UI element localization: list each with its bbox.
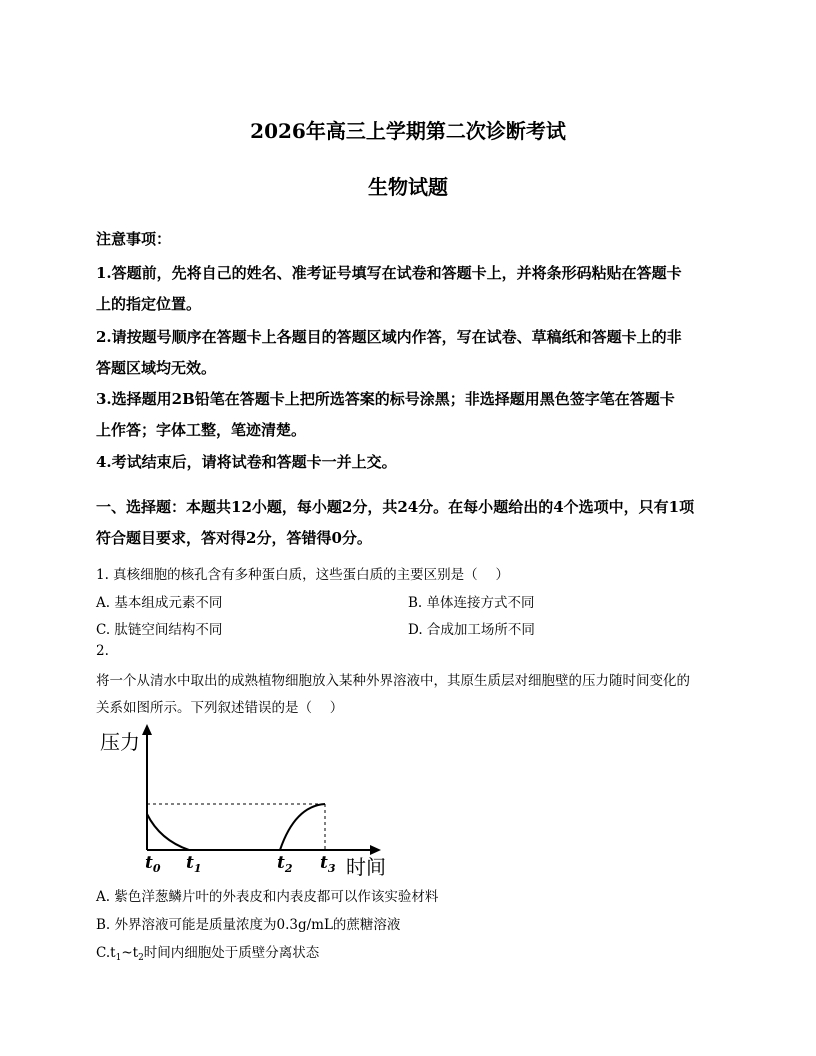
note-3-line2: 上作答；字体工整，笔迹清楚。 bbox=[96, 421, 307, 439]
note-2-line1: 2.请按题号顺序在答题卡上各题目的答题区域内作答，写在试卷、草稿纸和答题卡上的非 bbox=[96, 328, 682, 346]
tick-label-t2: $t_2$ bbox=[277, 853, 293, 875]
note-3-line1: 3.选择题用2B铅笔在答题卡上把所选答案的标号涂黑；非选择题用黑色签字笔在答题卡 bbox=[96, 390, 675, 408]
q1-option-a: A. 基本组成元素不同 bbox=[96, 595, 223, 611]
q2-option-a: A. 紫色洋葱鳞片叶的外表皮和内表皮都可以作该实验材料 bbox=[96, 889, 439, 905]
note-4-line1: 4.考试结束后，请将试卷和答题卡一并上交。 bbox=[96, 453, 397, 471]
q2-number: 2. bbox=[96, 643, 109, 659]
y-axis-arrow bbox=[142, 724, 152, 735]
q1-stem: 1. 真核细胞的核孔含有多种蛋白质，这些蛋白质的主要区别是（ ） bbox=[96, 567, 509, 583]
subject-title: 生物试题 bbox=[368, 175, 448, 199]
exam-title: 2026年高三上学期第二次诊断考试 bbox=[250, 119, 566, 143]
q2-option-c: $C.t_1\sim t_2$时间内细胞处于质壁分离状态 bbox=[96, 945, 320, 963]
q2-option-b: B. 外界溶液可能是质量浓度为0.3g/mL的蔗糖溶液 bbox=[96, 917, 401, 933]
q2-stem-line2: 关系如图所示。下列叙述错误的是（ ） bbox=[96, 700, 344, 716]
pressure-time-figure bbox=[90, 722, 400, 882]
q2-stem-line1: 将一个从清水中取出的成熟植物细胞放入某种外界溶液中，其原生质层对细胞壁的压力随时间变化的 bbox=[96, 673, 690, 689]
tick-label-t3: $t_3$ bbox=[320, 853, 336, 875]
x-axis-label: 时间 bbox=[346, 855, 386, 879]
section-heading-line1: 一、选择题：本题共12小题，每小题2分，共24分。在每小题给出的4个选项中，只有1项 bbox=[96, 498, 695, 516]
note-1-line2: 上的指定位置。 bbox=[96, 295, 202, 313]
note-2-line2: 答题区域均无效。 bbox=[96, 359, 217, 377]
q1-option-c: C. 肽链空间结构不同 bbox=[96, 622, 223, 638]
q1-option-b: B. 单体连接方式不同 bbox=[408, 595, 535, 611]
section-heading-line2: 符合题目要求，答对得2分，答错得0分。 bbox=[96, 529, 372, 547]
note-1-line1: 1.答题前，先将自己的姓名、准考证号填写在试卷和答题卡上，并将条形码粘贴在答题卡 bbox=[96, 264, 682, 282]
pressure-decrease-curve bbox=[147, 814, 189, 850]
tick-label-t0: $t_0$ bbox=[145, 853, 161, 875]
pressure-increase-curve bbox=[280, 804, 325, 850]
y-axis-label: 压力 bbox=[100, 730, 140, 754]
q1-option-d: D. 合成加工场所不同 bbox=[408, 622, 535, 638]
x-axis-arrow bbox=[370, 845, 381, 855]
tick-label-t1: $t_1$ bbox=[186, 853, 202, 875]
notes-heading: 注意事项： bbox=[96, 230, 172, 248]
